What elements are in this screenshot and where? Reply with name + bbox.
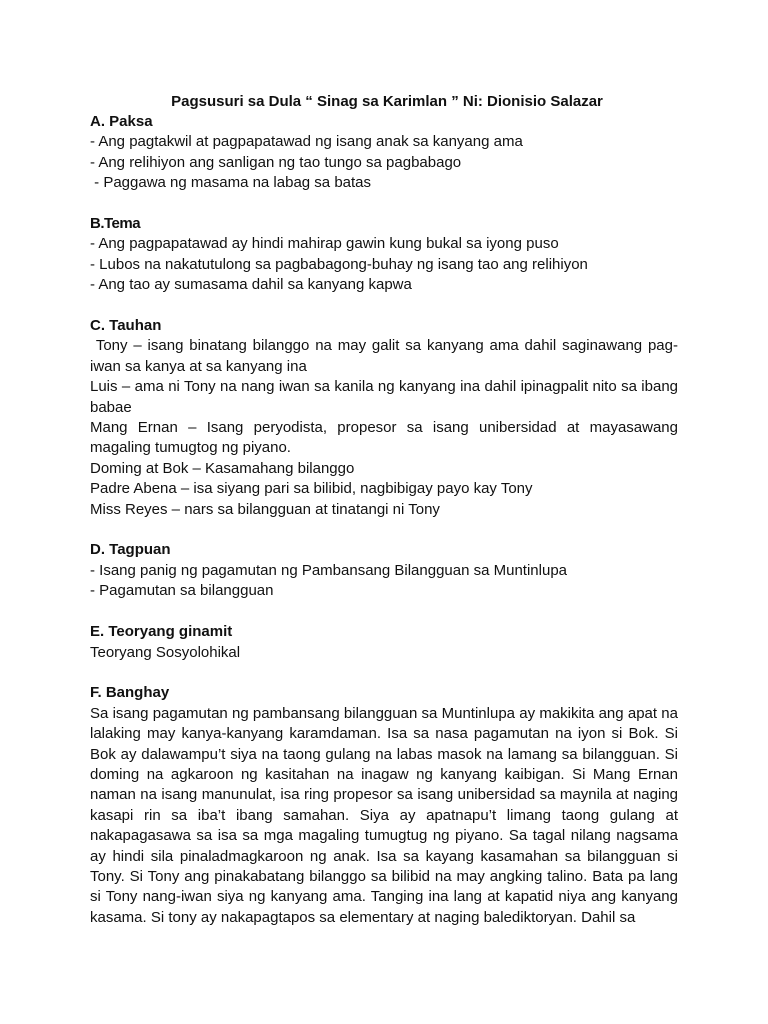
spacer (90, 296, 678, 316)
document-title: Pagsusuri sa Dula “ Sinag sa Karimlan ” Ni: Dionisio Salazar (171, 93, 603, 110)
section-heading: B.Tema (90, 215, 141, 233)
plot-paragraph: Sa isang pagamutan ng pambansang bilangguan sa Muntinlupa ay makikita ang apat na lalaking may kanya-kanyang karamdaman. Isa sa nasa pagamutan na iyon si Bok. Si Bok ay dalawampu’t siya na taong gulang na labas masok na lamang sa bilangguan. Si doming na agkaroon ng kasitahan na inagaw ng kanyang kaibigan. Si Mang Ernan naman na isang manunulat, isa ring propesor sa isang unibersidad sa maynila at naging kasapi rin sa iba’t ibang samahan. Siya ay apatnapu’t limang taong gulang at nakapagasawa sa isa sa mga magaling tumugtug ng piyano. Sa tagal nilang nagsama ay hindi sila pinaladmagkaroon ng anak. Isa sa kayang kasamahan sa bilangguan si Tony. Si Tony ang pinakabatang bilanggo sa bilibid na may angking talino. Bata pa lang si Tony nang-iwan siya ng kanyang ama. Tanging ina lang at kapatid niya ang kanyang kasama. Si tony ay nakapagtapos sa elementary at naging balediktoryan. Dahil sa (90, 704, 678, 926)
list-item: Teoryang Sosyolohikal (90, 643, 241, 661)
character-entry: Miss Reyes – nars sa bilangguan at tinatangi ni Tony (90, 500, 440, 518)
character-entry: Tony – isang binatang bilanggo na may galit sa kanyang ama dahil saginawang pag-iwan sa kanya at sa kanyang ina (90, 337, 678, 375)
section-tema (90, 214, 678, 296)
list-item: - Ang tao ay sumasama dahil sa kanyang kapwa (90, 276, 412, 294)
section-heading: A. Paksa (90, 113, 153, 130)
character-entry: Padre Abena – isa siyang pari sa bilibid, nagbibigay payo kay Tony (90, 480, 533, 498)
character-entry: Doming at Bok – Kasamahang bilanggo (90, 459, 355, 477)
spacer (90, 663, 678, 683)
section-heading: D. Tagpuan (90, 541, 171, 559)
list-item: - Lubos na nakatutulong sa pagbabagong-buhay ng isang tao ang relihiyon (90, 255, 588, 273)
section-teorya (90, 622, 678, 663)
section-tauhan (90, 316, 678, 520)
section-paksa (90, 112, 678, 194)
list-item: - Ang pagpapatawad ay hindi mahirap gawin kung bukal sa iyong puso (90, 235, 559, 253)
list-item: - Ang relihiyon ang sanligan ng tao tungo sa pagbabago (90, 153, 462, 171)
section-banghay (90, 683, 678, 928)
list-item: - Pagamutan sa bilangguan (90, 582, 274, 600)
spacer (90, 520, 678, 540)
section-heading: F. Banghay (90, 684, 170, 702)
character-entry: Mang Ernan – Isang peryodista, propesor sa isang unibersidad at mayasawang magaling tumugtog ng piyano. (90, 419, 678, 457)
character-entry: Luis – ama ni Tony na nang iwan sa kanila ng kanyang ina dahil ipinagpalit nito sa ibang babae (90, 378, 678, 416)
section-tagpuan (90, 540, 678, 601)
list-item: - Paggawa ng masama na labag sa batas (90, 174, 372, 192)
document-page (90, 92, 678, 928)
list-item: - Isang panig ng pagamutan ng Pambansang Bilangguan sa Muntinlupa (90, 561, 568, 579)
spacer (90, 194, 678, 214)
list-item: - Ang pagtakwil at pagpapatawad ng isang anak sa kanyang ama (90, 133, 523, 151)
section-heading: E. Teoryang ginamit (90, 623, 233, 641)
section-heading: C. Tauhan (90, 317, 162, 335)
spacer (90, 602, 678, 622)
